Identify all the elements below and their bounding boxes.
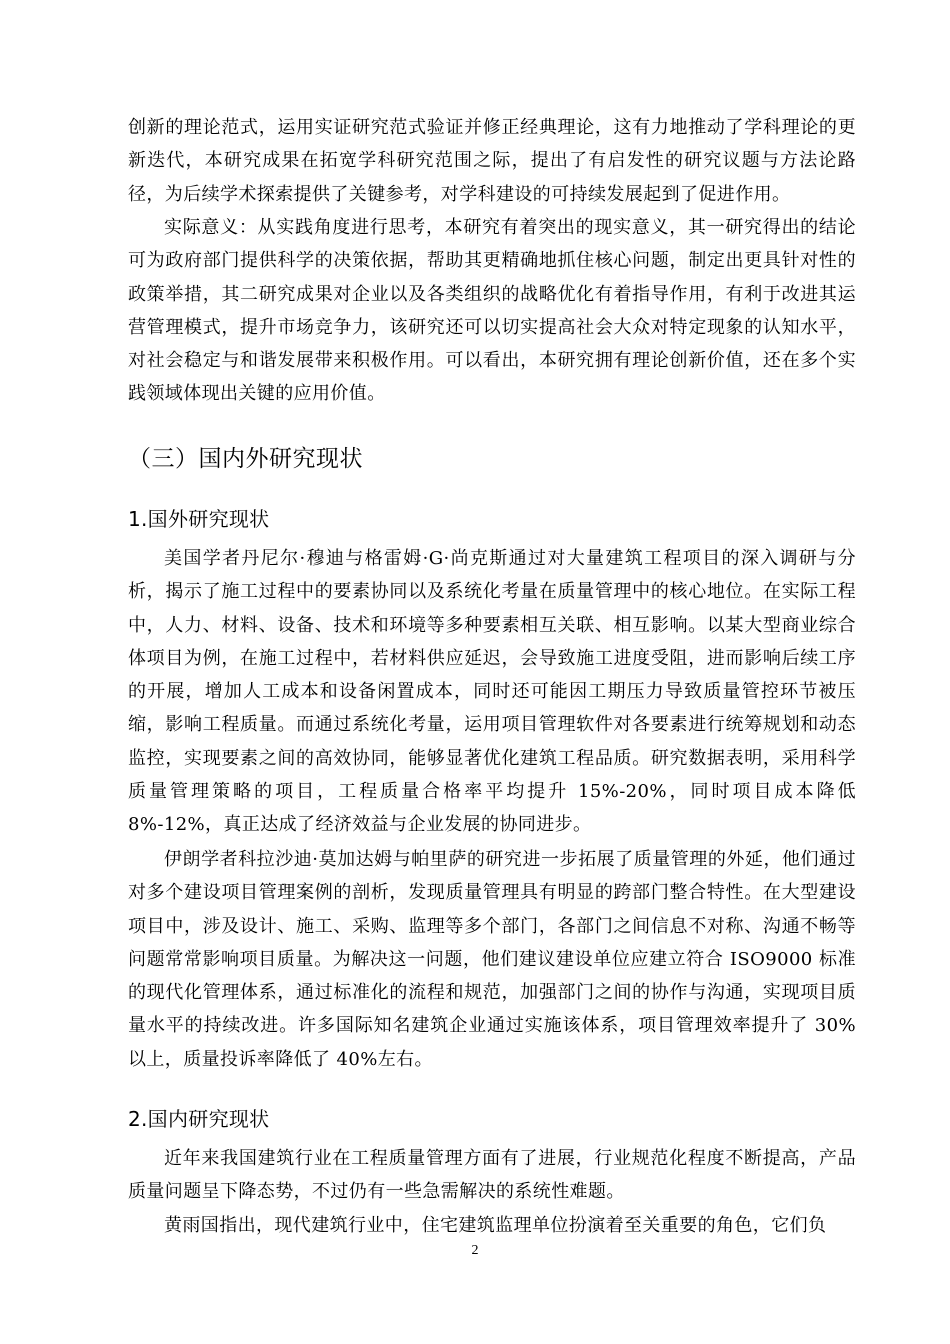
paragraph-domestic-research-overview: 近年来我国建筑行业在工程质量管理方面有了进展，行业规范化程度不断提高，产品质量问题呈下降态势，不过仍有一些急需解决的系统性难题。 (128, 1148, 856, 1203)
section-heading-research-status: （三）国内外研究现状 (128, 446, 363, 472)
subheading-domestic-research: 2.国内研究现状 (128, 1107, 270, 1131)
page-number: 2 (471, 1243, 479, 1258)
subheading-foreign-research: 1.国外研究现状 (128, 507, 270, 531)
paragraph-practical-significance: 实际意义：从实践角度进行思考，本研究有着突出的现实意义，其一研究得出的结论可为政府部门提供科学的决策依据，帮助其更精确地抓住核心问题，制定出更具针对性的政策举措，其二研究成果对企业以及各类组织的战略优化有着指导作用，有利于改进其运营管理模式，提升市场竞争力，该研究还可以切实提高社会大众对特定现象的认知水平，对社会稳定与和谐发展带来积极作用。可以看出，本研究拥有理论创新价值，还在多个实践领域体现出关键的应用价值。 (128, 217, 856, 405)
paragraph-foreign-research-usa: 美国学者丹尼尔·穆迪与格雷姆·G·尚克斯通过对大量建筑工程项目的深入调研与分析，揭示了施工过程中的要素协同以及系统化考量在质量管理中的核心地位。在实际工程中，人力、材料、设备、技术和环境等多种要素相互关联、相互影响。以某大型商业综合体项目为例，在施工过程中，若材料供应延迟，会导致施工进度受阻，进而影响后续工序的开展，增加人工成本和设备闲置成本，同时还可能因工期压力导致质量管控环节被压缩，影响工程质量。而通过系统化考量，运用项目管理软件对各要素进行统筹规划和动态监控，实现要素之间的高效协同，能够显著优化建筑工程品质。研究数据表明，采用科学质量管理策略的项目，工程质量合格率平均提升 15%-20%，同时项目成本降低 8%-12%，真正达成了经济效益与企业发展的协同进步。 (128, 548, 856, 836)
paragraph-foreign-research-iran: 伊朗学者科拉沙迪·莫加达姆与帕里萨的研究进一步拓展了质量管理的外延，他们通过对多个建设项目管理案例的剖析，发现质量管理具有明显的跨部门整合特性。在大型建设项目中，涉及设计、施工、采购、监理等多个部门，各部门之间信息不对称、沟通不畅等问题常常影响项目质量。为解决这一问题，他们建议建设单位应建立符合 ISO9000 标准的现代化管理体系，通过标准化的流程和规范，加强部门之间的协作与沟通，实现项目质量水平的持续改进。许多国际知名建筑企业通过实施该体系，项目管理效率提升了 30%以上，质量投诉率降低了 40%左右。 (128, 849, 856, 1070)
paragraph-domestic-research-huang: 黄雨国指出，现代建筑行业中，住宅建筑监理单位扮演着至关重要的角色，它们负 (164, 1215, 827, 1236)
paragraph-theoretical-significance-continued: 创新的理论范式，运用实证研究范式验证并修正经典理论，这有力地推动了学科理论的更新迭代，本研究成果在拓宽学科研究范围之际，提出了有启发性的研究议题与方法论路径，为后续学术探索提供了关键参考，对学科建设的可持续发展起到了促进作用。 (128, 117, 856, 205)
